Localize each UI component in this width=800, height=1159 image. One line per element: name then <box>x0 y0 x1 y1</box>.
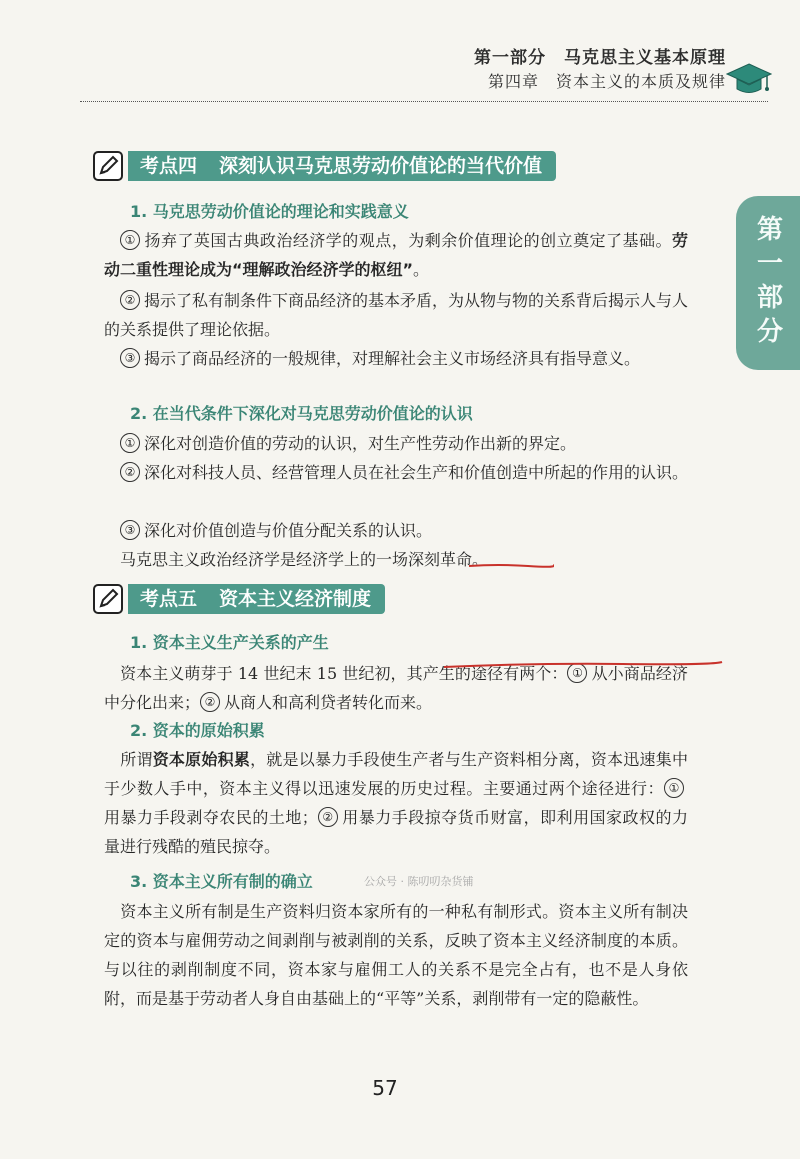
circled-number: ① <box>567 663 587 683</box>
section5-paragraph-2: 所谓资本原始积累，就是以暴力手段使生产者与生产资料相分离，资本迅速集中于少数人手中，资本主义得以迅速发展的历史过程。主要通过两个途径进行： ①用暴力手段剥夺农民的土地； ② 用暴力手段掠夺货币财富，即利用国家政权的力量进行残酷的殖民掠夺。 <box>104 750 688 856</box>
section5-paragraph-1: 资本主义萌芽于 14 世纪末 15 世纪初，其产生的途径有两个： ① 从小商品经济中分化出来； ② 从商人和高利贷者转化而来。 <box>104 664 688 712</box>
chapter-title: 第四章 资本主义的本质及规律 <box>487 72 726 91</box>
section4-point-2: ② 揭示了私有制条件下商品经济的基本矛盾，为从物与物的关系背后揭示人与人的关系提供了理论依据。 <box>104 291 689 339</box>
header-divider <box>80 101 768 102</box>
circled-number: ② <box>200 692 220 712</box>
graduation-cap-icon <box>726 62 772 98</box>
pencil-icon <box>93 151 123 181</box>
page-number: 57 <box>372 1076 398 1100</box>
section4-banner <box>93 151 556 181</box>
side-tab-label: 第一部分 <box>752 215 783 351</box>
circled-number: ① <box>664 778 684 798</box>
section4-subheading-1: 1. 马克思劳动价值论的理论和实践意义 <box>130 202 409 221</box>
pencil-icon <box>93 584 123 614</box>
section5-badge: 考点五 <box>140 588 198 610</box>
circled-number: ① <box>120 433 140 453</box>
part-side-tab <box>736 196 800 370</box>
section5-banner <box>93 584 385 614</box>
circled-number: ② <box>120 462 140 482</box>
watermark: 公众号 · 陈叨叨杂货铺 <box>364 875 474 888</box>
circled-number: ② <box>318 807 338 827</box>
circled-number: ③ <box>120 348 140 368</box>
section5-paragraph-3: 资本主义所有制是生产资料归资本家所有的一种私有制形式。资本主义所有制决定的资本与雇佣劳动之间剥削与被剥削的关系，反映了资本主义经济制度的本质。与以往的剥削制度不同，资本家与雇佣工人的关系不是完全占有，也不是人身依附，而是基于劳动者人身自由基础上的“平等”关系，剥削带有一定的隐蔽性。 <box>104 902 688 1008</box>
section4-badge: 考点四 <box>140 155 198 177</box>
section4-subheading-2: 2. 在当代条件下深化对马克思劳动价值论的认识 <box>130 404 473 423</box>
section5-subheading-3: 3. 资本主义所有制的确立 <box>130 872 313 891</box>
part-title: 第一部分 马克思主义基本原理 <box>474 48 726 68</box>
key-phrase: 资本原始积累 <box>152 750 251 769</box>
section4-point-1: ① 扬弃了英国古典政治经济学的观点，为剩余价值理论的创立奠定了基础。劳动二重性理论成为“理解政治经济学的枢纽”。 <box>104 231 688 279</box>
running-header <box>474 46 726 94</box>
red-underline-mark <box>468 561 554 569</box>
red-pen-stroke <box>443 660 723 670</box>
key-phrase: 劳动二重性理论成为“理解政治经济学的枢纽” <box>104 231 688 279</box>
circled-number: ③ <box>120 520 140 540</box>
circled-number: ② <box>120 290 140 310</box>
section4-item-3: ③ 深化对价值创造与价值分配关系的认识。 <box>104 516 688 545</box>
section4-item-2: ② 深化对科技人员、经营管理人员在社会生产和价值创造中所起的作用的认识。 <box>104 458 688 487</box>
section5-title: 资本主义经济制度 <box>219 588 372 610</box>
section4-conclusion: 马克思主义政治经济学是经济学上的一场深刻革命。 <box>120 550 489 569</box>
section4-title: 深刻认识马克思劳动价值论的当代价值 <box>219 155 543 177</box>
section4-point-3: ③ 揭示了商品经济的一般规律，对理解社会主义市场经济具有指导意义。 <box>104 344 688 373</box>
section4-item-1: ① 深化对创造价值的劳动的认识，对生产性劳动作出新的界定。 <box>104 429 688 458</box>
circled-number: ① <box>120 230 140 250</box>
section5-subheading-2: 2. 资本的原始积累 <box>130 721 265 740</box>
section5-subheading-1: 1. 资本主义生产关系的产生 <box>130 633 329 652</box>
